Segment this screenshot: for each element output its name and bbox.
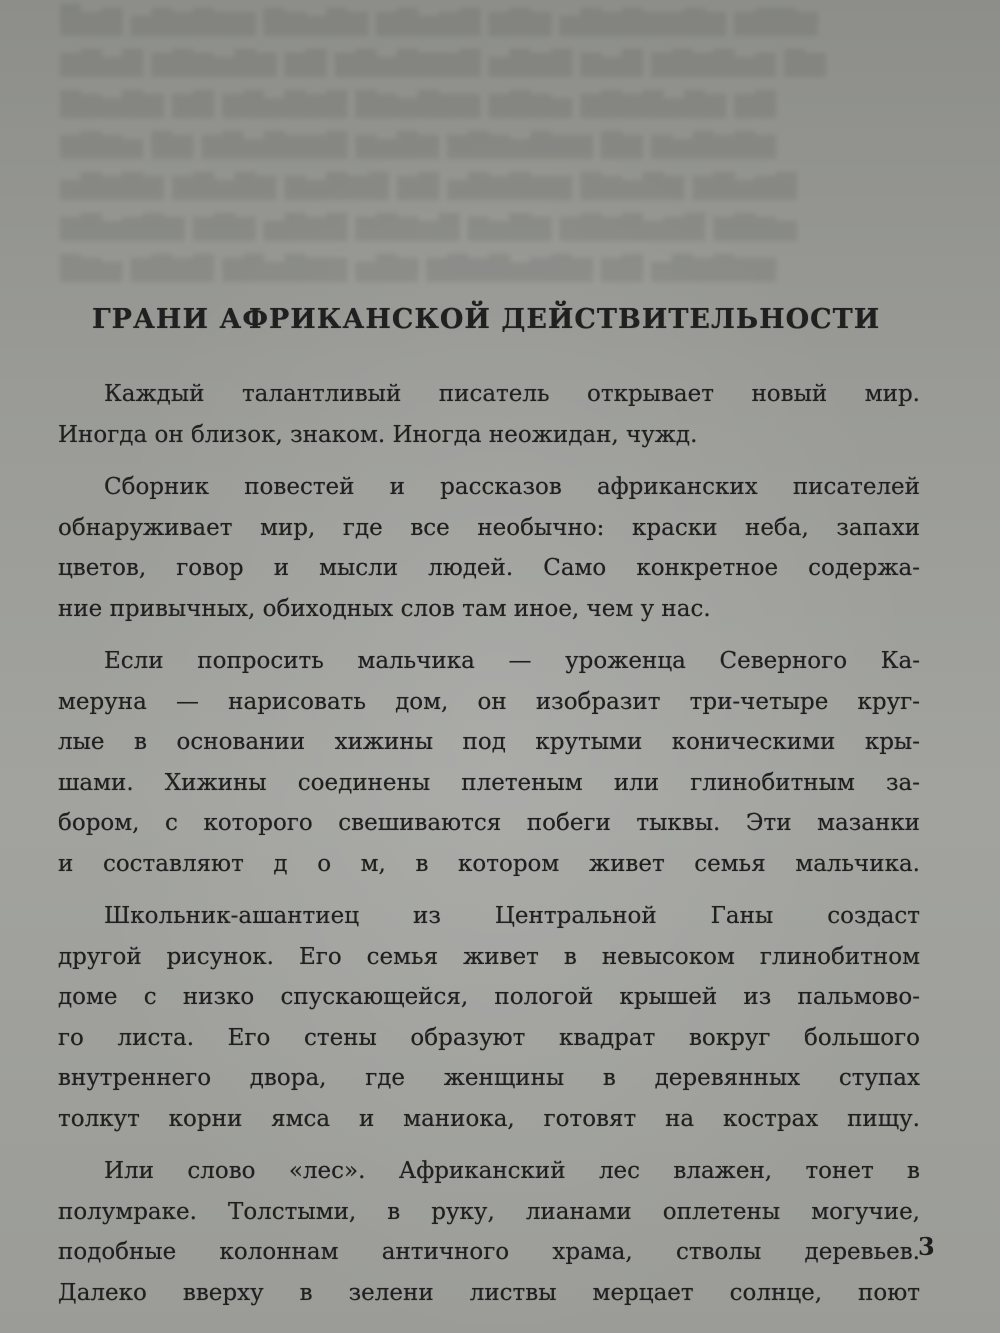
text-line: и составляют д о м, в котором живет семья мальчика. (58, 850, 920, 877)
text-line: обнаруживает мир, где все необычно: краски неба, запахи (58, 514, 920, 541)
text-line: подобные колоннам античного храма, стволы деревьев. (58, 1239, 920, 1265)
text-line: шами. Хижины соединены плетеным или глинобитным за- (58, 769, 920, 796)
text-line: Далеко вверху в зелени листвы мерцает солнце, поют (58, 1279, 920, 1306)
chapter-title: ГРАНИ АФРИКАНСКОЙ ДЕЙСТВИТЕЛЬНОСТИ (92, 304, 881, 335)
paragraph-4 (58, 896, 920, 1139)
text-line: меруна — нарисовать дом, он изобразит три-четыре круг- (58, 688, 920, 715)
text-line: другой рисунок. Его семья живет в невысоком глинобитном (58, 943, 920, 970)
paragraph-5 (58, 1151, 920, 1313)
reverse-side-bleed-through: █▆▇ ▅▇▆▇▆▆ ▇▆▅▇▆ ▆▇▅▆▇ ▆▇▆ ▅▇▆▇▆▆▇▆ ▆▇▇▆ ▆▇▅▇ ▆▇▆▅▇▆ ▆▇ ▆▇▅▇▆▆▇ ▅▇▆▇ ▆▅▇ ▆▇▆▇▅▆ ▇▆ ▇▆▅▇▆ ▆▇ ▆▇▅▇▆▇ ▇▆▅▇▆▆ ▆▇▆▅ ▆▇▆▇▅▇▆ ▆▇ ▆▇▆▅ ▇▆ ▆▇▅▇▆▆▇ ▆▅▇▆ ▆▇▆▅▇▆▆ ▇▆ ▆▅▇▆▇▆ ▅▇▆▇▆ ▆▇▅▇▆ ▆▅▇▆▇ ▆▇ ▅▇▆▇▆▆ ▇▆▅▇▆ ▆▇▅▆▇ ▆▇▅▆▇▆ ▆▇▆ ▅▇▆▇ ▆▇▆▅▇ ▆▅▇▆ ▆▇▆▇▅▆▇ ▆▇▆▅ ▇▆▅ ▆▇▆▇ ▆▇▅▇▆▆ ▅▇▆ ▆▇▆▇▅▆▇▆ ▆▇ ▅▇▆▇▆▆ (60, 5, 827, 282)
text-line: Школьник-ашантиец из Центральной Ганы создаст (104, 903, 920, 929)
text-line: Каждый талантливый писатель открывает новый мир. (104, 381, 920, 407)
page-number: 3 (918, 1232, 935, 1261)
paragraph-1 (58, 374, 920, 455)
text-line: доме с низко спускающейся, пологой крышей из пальмово- (58, 984, 920, 1010)
text-line: цветов, говор и мысли людей. Само конкретное содержа- (58, 555, 920, 581)
text-line: толкут корни ямса и маниока, готовят на кострах пищу. (58, 1105, 920, 1132)
text-line: го листа. Его стены образуют квадрат вокруг большого (58, 1024, 920, 1051)
text-line: Или слово «лес». Африканский лес влажен, тонет в (104, 1158, 920, 1184)
text-line: полумраке. Толстыми, в руку, лианами оплетены могучие, (58, 1198, 920, 1225)
text-line: ние привычных, обиходных слов там иное, чем у нас. (58, 595, 711, 622)
text-line: Иногда он близок, знаком. Иногда неожидан, чужд. (58, 421, 698, 448)
text-line: бором, с которого свешиваются побеги тыквы. Эти мазанки (58, 810, 920, 836)
text-line: лые в основании хижины под крутыми коническими кры- (58, 729, 920, 755)
text-line: внутреннего двора, где женщины в деревянных ступах (58, 1065, 920, 1091)
text-line: Если попросить мальчика — уроженца Северного Ка- (104, 648, 920, 674)
paragraph-2 (58, 467, 920, 629)
text-line: Сборник повестей и рассказов африканских писателей (104, 474, 920, 500)
page-content (58, 300, 920, 1313)
paragraph-3 (58, 641, 920, 884)
